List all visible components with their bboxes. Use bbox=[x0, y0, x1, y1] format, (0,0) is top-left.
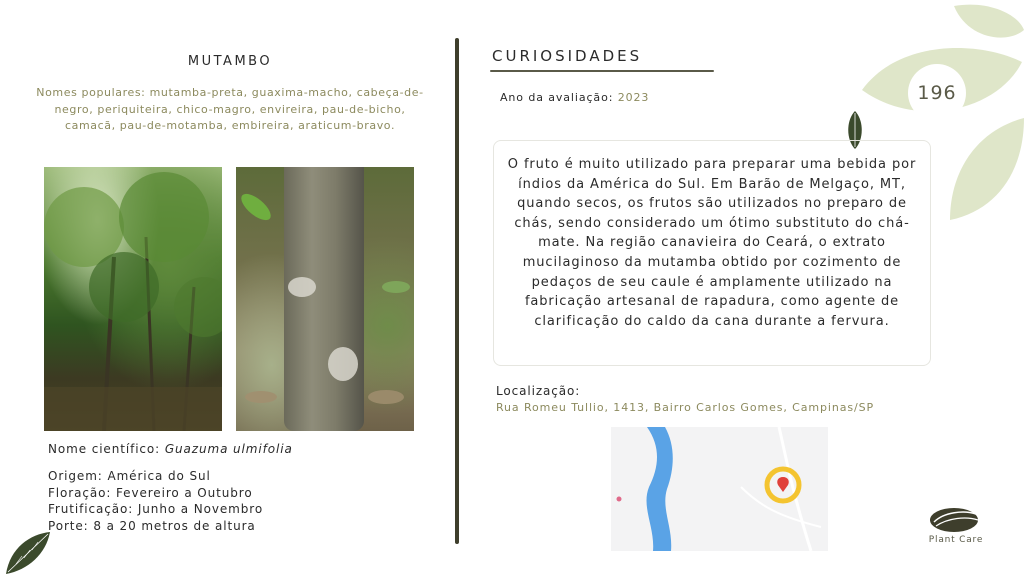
curiosities-underline bbox=[490, 70, 714, 72]
map-pin-icon bbox=[777, 477, 789, 492]
year-value: 2023 bbox=[617, 91, 650, 104]
map-art bbox=[611, 427, 828, 551]
tree-photo-art bbox=[44, 167, 222, 431]
curiosities-text: O fruto é muito utilizado para preparar uma bebida por índios da América do Sul. Em Barão de Melgaço, MT, quando secos, os frutos são utilizados no preparo de chás, sendo considerado um ótimo substituto do chá-mate. Na região canavieira do Ceará, o extrato mucilaginoso da mutamba obtido por cozimento de pedaços de seu caule é amplamente utilizado na fabricação artesanal de rapadura, como agente de clarificação do caldo da cana durante a fervura. bbox=[493, 140, 931, 366]
popular-names: Nomes populares: mutamba-preta, guaxima-macho, cabeça-de-negro, periquiteira, chico-magro, envireira, pau-de-bicho, camacã, pau-de-motamba, embireira, araticum-bravo. bbox=[36, 86, 424, 132]
species-title: MUTAMBO bbox=[187, 54, 273, 69]
trunk-photo bbox=[236, 167, 414, 431]
location-label: Localização: bbox=[496, 384, 581, 398]
fact-flowering: Floração: Fevereiro a Outubro bbox=[48, 485, 253, 500]
logo-name: Plant Care bbox=[928, 535, 984, 545]
column-divider bbox=[455, 38, 459, 544]
ground-leaves bbox=[236, 167, 414, 431]
tree-photo bbox=[44, 167, 222, 431]
year-label: Ano da avaliação: bbox=[500, 91, 614, 104]
fact-origin: Origem: América do Sul bbox=[48, 469, 211, 483]
curiosities-title: CURIOSIDADES bbox=[492, 47, 643, 65]
scientific-label: Nome científico: bbox=[48, 442, 161, 456]
location-map[interactable] bbox=[611, 427, 828, 551]
species-facts bbox=[48, 468, 263, 534]
page-number: 196 bbox=[908, 64, 966, 122]
fact-fruiting: Frutificação: Junho a Novembro bbox=[48, 502, 264, 516]
scientific-name bbox=[48, 442, 293, 456]
fact-size: Porte: 8 a 20 metros de altura bbox=[48, 518, 256, 533]
evaluation-year bbox=[500, 91, 649, 104]
location-address: Rua Romeu Tullio, 1413, Bairro Carlos Gomes, Campinas/SP bbox=[496, 401, 875, 414]
scientific-name-value: Guazuma ulmifolia bbox=[164, 442, 293, 456]
leaf-icon bbox=[2, 528, 54, 576]
